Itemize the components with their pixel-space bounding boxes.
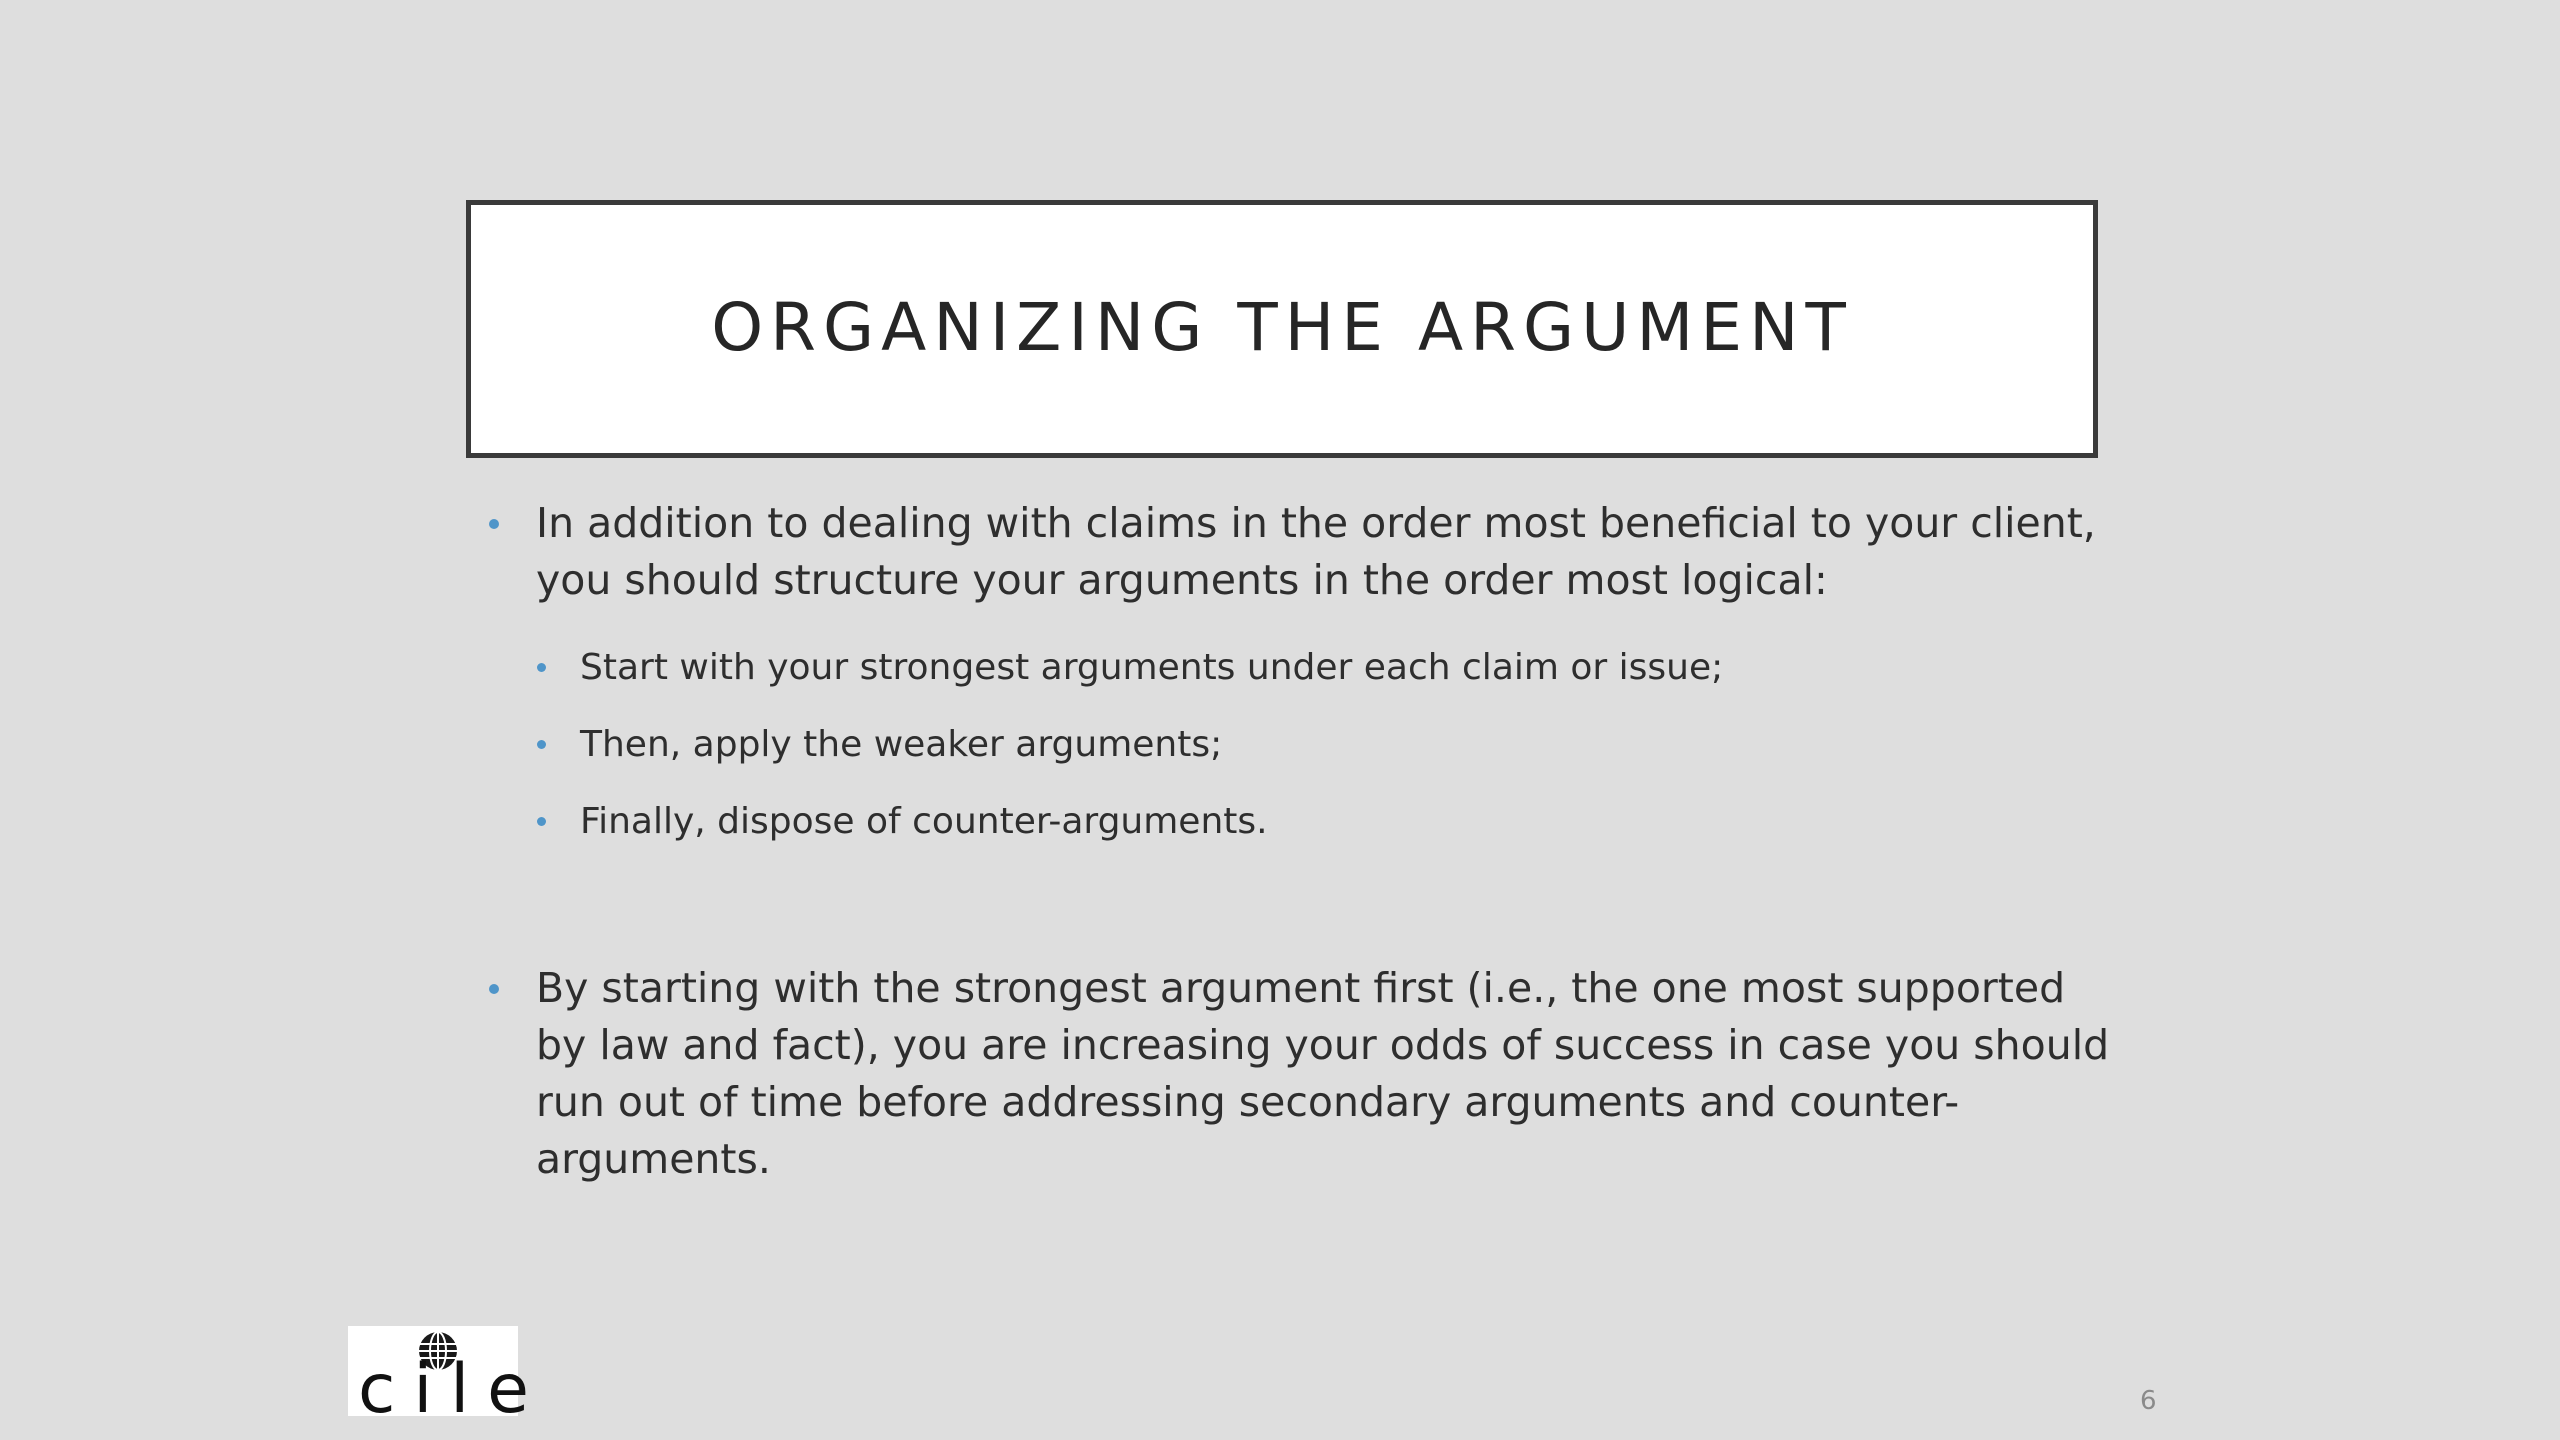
sub-bullet-list (484, 629, 2124, 860)
bullet-text: By starting with the strongest argument first (i.e., the one most supported by law and fact), you are increasing your odds of success in case you should run out of time before addressing secondary arguments and counter-arguments. (536, 964, 2110, 1183)
sub-bullet-item (532, 706, 2124, 783)
sub-bullet-dot-icon (532, 629, 550, 706)
sub-bullet-text: Then, apply the weaker arguments; (580, 724, 1223, 765)
bullet-dot-icon (484, 960, 504, 1017)
sub-bullet-text: Start with your strongest arguments under each claim or issue; (580, 647, 1724, 688)
slide-title: ORGANIZING THE ARGUMENT (711, 288, 1853, 366)
cile-logo (348, 1326, 548, 1429)
sub-bullet-dot-icon (532, 706, 550, 783)
title-box (466, 200, 2098, 458)
bullet-item (484, 960, 2124, 1188)
sub-bullet-item (532, 783, 2124, 860)
sub-bullet-dot-icon (532, 783, 550, 860)
bullet-dot-icon (484, 495, 504, 552)
logo-text: cile (358, 1350, 548, 1429)
page-number: 6 (2140, 1386, 2157, 1416)
sub-bullet-text: Finally, dispose of counter-arguments. (580, 801, 1268, 842)
bullet-text: In addition to dealing with claims in the order most beneficial to your client, you should structure your arguments in the order most logical: (536, 499, 2096, 604)
bullet-item (484, 495, 2124, 609)
sub-bullet-item (532, 629, 2124, 706)
slide-content (484, 495, 2124, 1188)
